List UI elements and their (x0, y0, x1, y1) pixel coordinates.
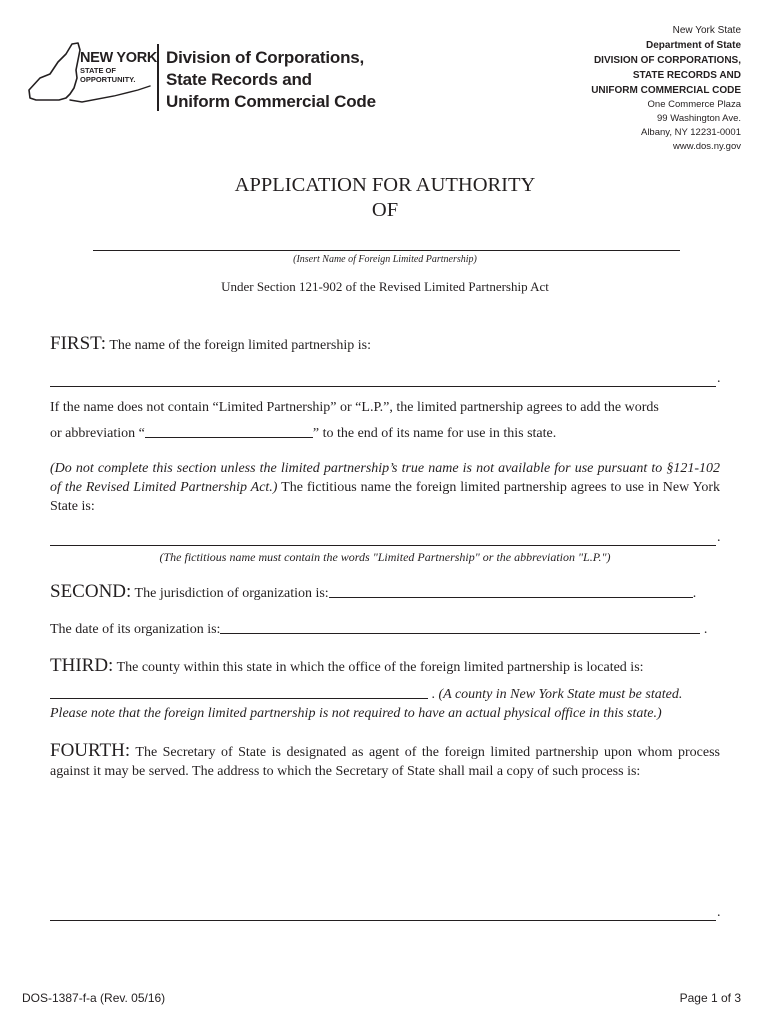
fourth-label: FOURTH: (50, 740, 131, 761)
organization-date-field[interactable] (220, 619, 700, 634)
form-title: APPLICATION FOR AUTHORITY OF (234, 174, 536, 221)
name-field-hint: (Insert Name of Foreign Limited Partnership) (293, 254, 477, 265)
partnership-name-field[interactable] (93, 250, 680, 251)
county-field[interactable] (50, 684, 428, 699)
agency-address: New York State Department of State DIVISION OF CORPORATIONS, STATE RECORDS AND UNIFORM COMMERCIAL CODE One Commerce Plaza 99 Washington Ave. Albany, NY 12231-0001 www.dos.ny.gov (591, 25, 741, 152)
fourth-section: FOURTH: The Secretary of State is designated as agent of the foreign limited partnership upon whom process against it may be served. The address to which the Secretary of State shall mail a copy of such process is: (50, 740, 720, 779)
agree-add-words: If the name does not contain “Limited Partnership” or “L.P.”, the limited partnership agrees to add the words (50, 400, 659, 415)
logo-divider (157, 44, 159, 111)
second-section: SECOND: The jurisdiction of organization is: . (50, 581, 697, 602)
fictitious-name-line[interactable] (50, 545, 716, 546)
first-label: FIRST: (50, 333, 107, 354)
third-section: THIRD: The county within this state in which the office of the foreign limited partnership is located is: (50, 655, 644, 676)
office-note: Please note that the foreign limited partnership is not required to have an actual physical office in this state.) (50, 706, 662, 721)
abbreviation-field[interactable] (145, 423, 313, 438)
fictitious-name-instructions: (Do not complete this section unless the limited partnership’s true name is not available for use pursuant to §121-102 of the Revised Limited Partnership Act.) The fictitious name the foreign limited partnership agrees to use in New York State is: (50, 461, 720, 514)
third-label: THIRD: (50, 655, 114, 676)
abbreviation-row: or abbreviation “ ” to the end of its name for use in this state. (50, 423, 720, 445)
partnership-name-line[interactable] (50, 386, 716, 387)
statute-reference: Under Section 121-902 of the Revised Limited Partnership Act (221, 279, 549, 294)
jurisdiction-field[interactable] (329, 583, 693, 598)
county-row: . (A county in New York State must be stated. (50, 684, 720, 706)
page-number: Page 1 of 3 (679, 991, 741, 1005)
logo-state-name: NEW YORK (80, 50, 158, 66)
first-section (50, 333, 720, 357)
organization-date-row: The date of its organization is: . (50, 619, 720, 641)
form-id: DOS-1387-f-a (Rev. 05/16) (22, 991, 166, 1005)
website-link: www.dos.ny.gov (673, 141, 741, 152)
fictitious-name-note: (The fictitious name must contain the words "Limited Partnership" or the abbreviation "L.P.") (159, 550, 611, 564)
first-text: The name of the foreign limited partnership is: (109, 338, 371, 353)
process-address-line[interactable] (50, 920, 716, 921)
logo-tagline: STATE OF OPPORTUNITY. (80, 66, 136, 84)
second-label: SECOND: (50, 581, 132, 602)
logo-division-title: Division of Corporations, State Records and Uniform Commercial Code (166, 48, 376, 111)
